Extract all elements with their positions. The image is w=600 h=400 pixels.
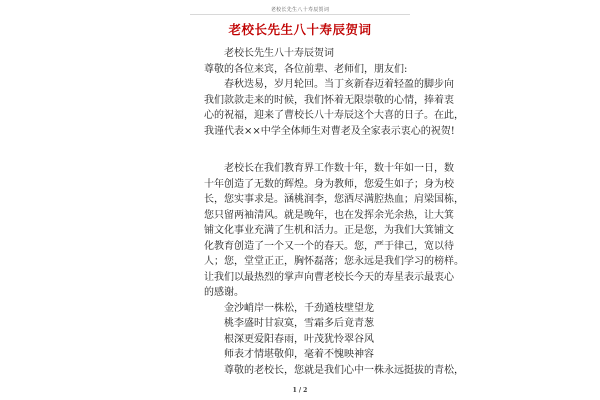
body-line: 老校长在我们教育界工作数十年，数十年如一日，数 <box>204 163 454 174</box>
body-line: 铺文化事业充满了生机和活力。正是您，为我们大箕铺文 <box>204 225 454 236</box>
poem-line: 师表才情堪敬仰，毫着不愧映神容 <box>204 349 374 360</box>
poem-line: 根深更爱阳春雨，叶茂犹怜翠谷风 <box>204 333 374 345</box>
poem-line: 金沙峭岸一株松，千劲遒枝壁望龙 <box>204 302 374 314</box>
running-header: 老校长先生八十寿辰贺词 <box>270 7 330 13</box>
body-line: 我谨代表××中学全体师生对曹老及全家表示衷心的祝贺! <box>204 125 455 137</box>
body-line: 老校长先生八十寿辰贺词 <box>204 48 334 59</box>
body-line: 尊敬的各位来宾，各位前辈、老师们，朋友们: <box>204 63 408 75</box>
header-divider <box>190 14 410 15</box>
body-line: 尊敬的老校长，您就是我们心中一株永远挺拔的青松， <box>204 364 464 376</box>
document-title: 老校长先生八十寿辰贺词 <box>228 22 372 37</box>
body-line: 化教育创造了一个又一个的春天。您，严于律己，宽以待 <box>204 240 454 252</box>
body-line: 心的祝福，迎来了曹校长八十寿辰这个大喜的日子。在此， <box>204 110 464 121</box>
poem-line: 桃李盛时甘寂寞，雪霜多后竟青葱 <box>204 318 374 329</box>
document-body <box>204 46 464 378</box>
paragraph-gap <box>204 139 404 161</box>
body-line: 人；您，堂堂正正，胸怀磊落；您永远是我们学习的榜样。 <box>204 256 464 267</box>
body-line: 您只留两袖清风。就是晚年，也在发挥余光余热，让大箕 <box>204 209 454 221</box>
body-line: 十年创造了无数的辉煌。身为教师，您爱生如子；身为校 <box>204 178 454 190</box>
body-line: 我们款款走来的时候，我们怀着无限崇敬的心情，捧着衷 <box>204 94 454 106</box>
body-line: 让我们以最热烈的掌声向曹老校长今天的寿星表示最衷心 <box>204 271 454 283</box>
body-line: 长，您实事求是。涵桃润李，您洒尽满腔热血；肩梁国栋， <box>204 194 464 205</box>
body-line: 的感谢。 <box>204 287 244 298</box>
body-line: 春秋迭易，岁月轮回。当丁亥新春迈着轻盈的脚步向 <box>204 79 454 90</box>
page-number: 1 / 2 <box>292 387 308 394</box>
